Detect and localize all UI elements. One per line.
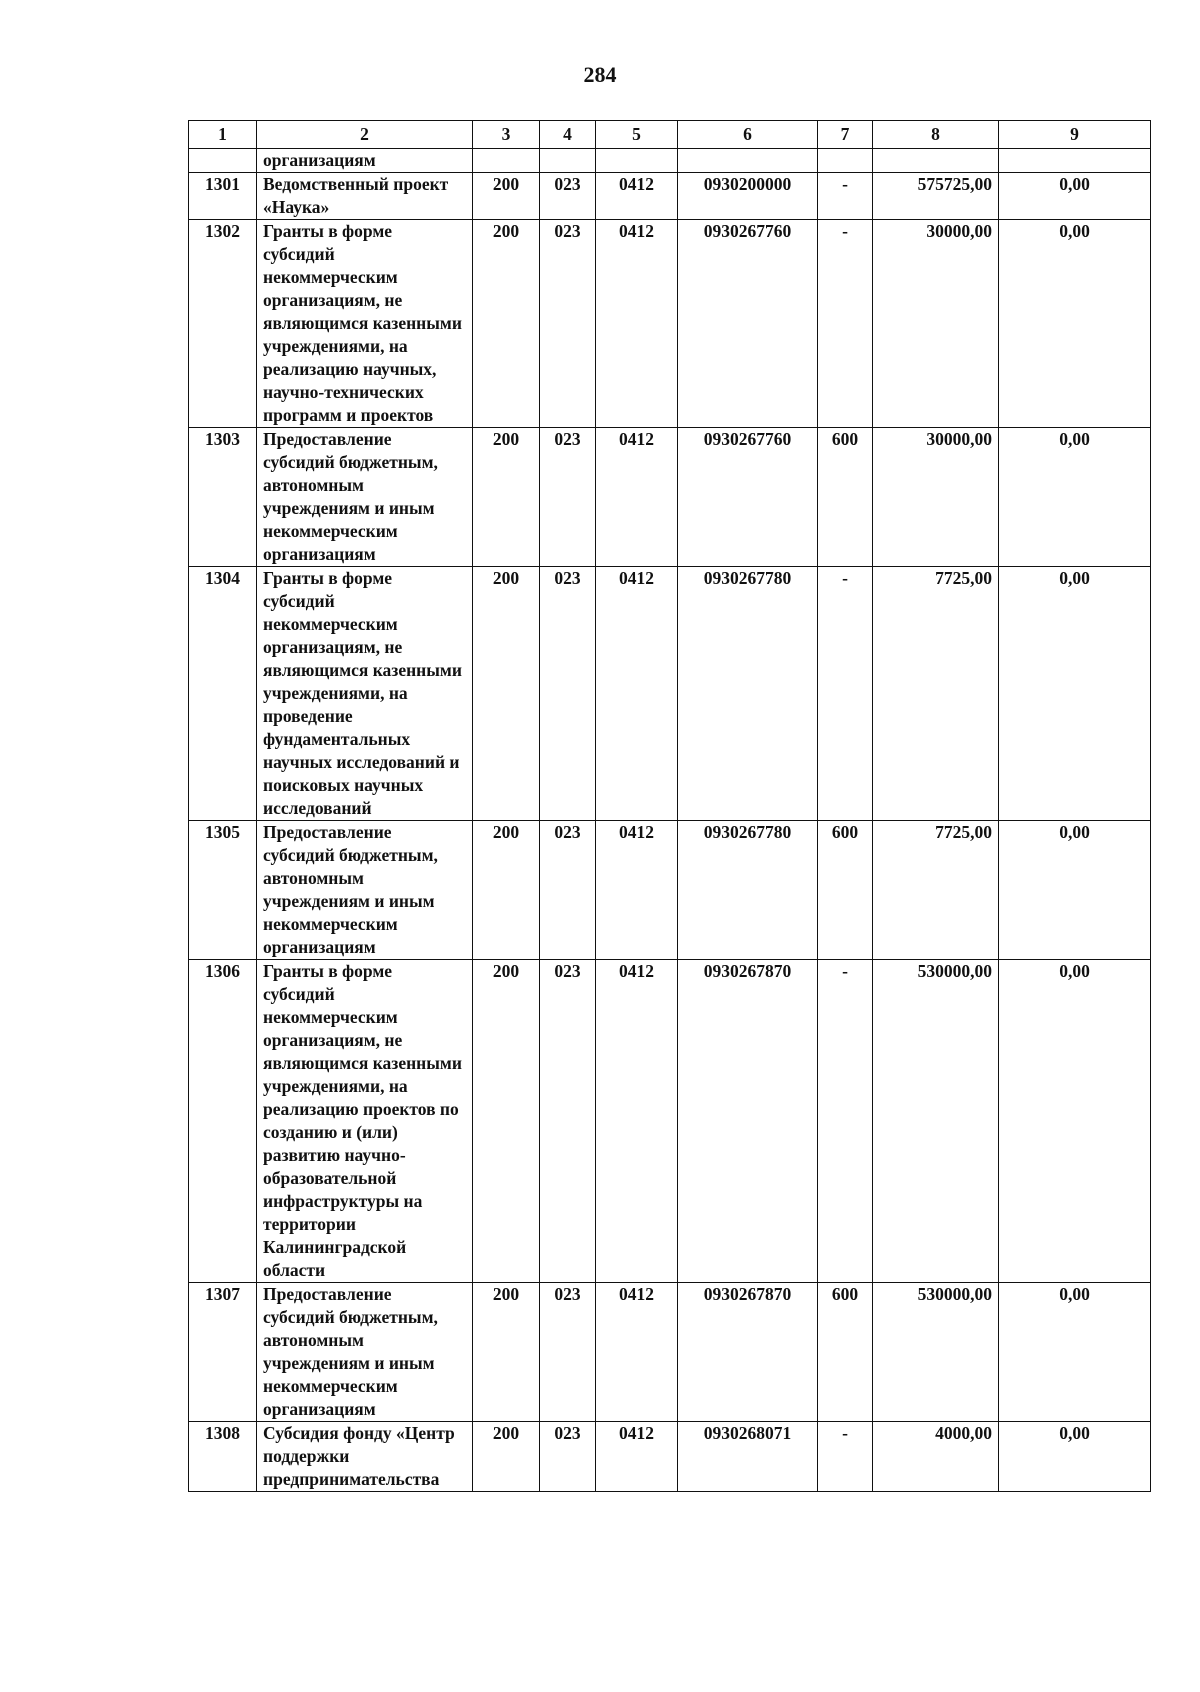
page-number: 284 [583,62,617,87]
col6-value: 0930267780 [678,567,818,821]
col8-value: 530000,00 [873,1283,999,1422]
col4-value: 023 [540,821,596,960]
col7-value: - [818,567,873,821]
table-row [189,428,1151,567]
col4-value: 023 [540,428,596,567]
col4-value: 023 [540,173,596,220]
col8-value: 575725,00 [873,173,999,220]
col6-value: 0930267870 [678,960,818,1283]
col3-value: 200 [473,960,540,1283]
col5-value: 0412 [596,428,678,567]
col9-value: 0,00 [999,1283,1151,1422]
col5-value: 0412 [596,1283,678,1422]
col3-value: 200 [473,173,540,220]
col8-value: 7725,00 [873,821,999,960]
col4-value: 023 [540,1283,596,1422]
col5-value: 0412 [596,1422,678,1492]
row-number: 1304 [189,567,257,821]
col3-value: 200 [473,567,540,821]
row-number: 1305 [189,821,257,960]
col8-value: 30000,00 [873,428,999,567]
col5-value: 0412 [596,173,678,220]
table-row [189,821,1151,960]
col3-value: 200 [473,1283,540,1422]
col9-value [999,149,1151,173]
col3-value: 200 [473,1422,540,1492]
col9-value: 0,00 [999,960,1151,1283]
row-name: Предоставление субсидий бюджетным, автономным учреждениям и иным некоммерческим организациям [257,1283,473,1422]
col8-value: 530000,00 [873,960,999,1283]
col7-value: - [818,1422,873,1492]
col7-value: 600 [818,1283,873,1422]
col7-value: - [818,220,873,428]
col7-value [818,149,873,173]
column-header: 1 [189,121,257,149]
col9-value: 0,00 [999,428,1151,567]
row-name: организациям [257,149,473,173]
col5-value [596,149,678,173]
col8-value: 7725,00 [873,567,999,821]
col5-value: 0412 [596,567,678,821]
table-row [189,1283,1151,1422]
col5-value: 0412 [596,960,678,1283]
col8-value: 30000,00 [873,220,999,428]
col6-value: 0930268071 [678,1422,818,1492]
col4-value: 023 [540,1422,596,1492]
row-name: Субсидия фонду «Центр поддержки предпринимательства [257,1422,473,1492]
column-header: 6 [678,121,818,149]
col6-value [678,149,818,173]
col4-value [540,149,596,173]
column-header: 5 [596,121,678,149]
col6-value: 0930267780 [678,821,818,960]
col4-value: 023 [540,567,596,821]
col9-value: 0,00 [999,567,1151,821]
col9-value: 0,00 [999,173,1151,220]
col4-value: 023 [540,960,596,1283]
col6-value: 0930267760 [678,428,818,567]
row-name: Предоставление субсидий бюджетным, автономным учреждениям и иным некоммерческим организациям [257,428,473,567]
table-row [189,149,1151,173]
row-number: 1303 [189,428,257,567]
col3-value: 200 [473,220,540,428]
col9-value: 0,00 [999,821,1151,960]
row-number: 1302 [189,220,257,428]
col3-value [473,149,540,173]
table-row [189,1422,1151,1492]
table-row [189,173,1151,220]
column-header: 3 [473,121,540,149]
table-row [189,220,1151,428]
row-number [189,149,257,173]
col5-value: 0412 [596,821,678,960]
row-number: 1307 [189,1283,257,1422]
table-row [189,567,1151,821]
col6-value: 0930267760 [678,220,818,428]
row-name: Гранты в форме субсидий некоммерческим организациям, не являющимся казенными учреждениями, на реализацию проектов по созданию и (или) развитию научно-образовательной инфраструктуры на территории Калининградской области [257,960,473,1283]
col8-value: 4000,00 [873,1422,999,1492]
row-name: Предоставление субсидий бюджетным, автономным учреждениям и иным некоммерческим организациям [257,821,473,960]
budget-table [188,120,1151,1492]
column-header: 4 [540,121,596,149]
table-row [189,960,1151,1283]
row-number: 1306 [189,960,257,1283]
column-header: 7 [818,121,873,149]
col8-value [873,149,999,173]
col9-value: 0,00 [999,1422,1151,1492]
col9-value: 0,00 [999,220,1151,428]
col7-value: 600 [818,821,873,960]
col3-value: 200 [473,821,540,960]
column-header: 8 [873,121,999,149]
row-name: Гранты в форме субсидий некоммерческим организациям, не являющимся казенными учреждениями, на проведение фундаментальных научных исследований и поисковых научных исследований [257,567,473,821]
col6-value: 0930200000 [678,173,818,220]
col4-value: 023 [540,220,596,428]
row-name: Ведомственный проект «Наука» [257,173,473,220]
col7-value: - [818,960,873,1283]
col7-value: 600 [818,428,873,567]
col5-value: 0412 [596,220,678,428]
row-name: Гранты в форме субсидий некоммерческим организациям, не являющимся казенными учреждениями, на реализацию научных, научно-технических программ и проектов [257,220,473,428]
column-header: 9 [999,121,1151,149]
row-number: 1308 [189,1422,257,1492]
col7-value: - [818,173,873,220]
column-header: 2 [257,121,473,149]
row-number: 1301 [189,173,257,220]
header-row [189,121,1151,149]
col6-value: 0930267870 [678,1283,818,1422]
table-header [189,121,1151,149]
col3-value: 200 [473,428,540,567]
